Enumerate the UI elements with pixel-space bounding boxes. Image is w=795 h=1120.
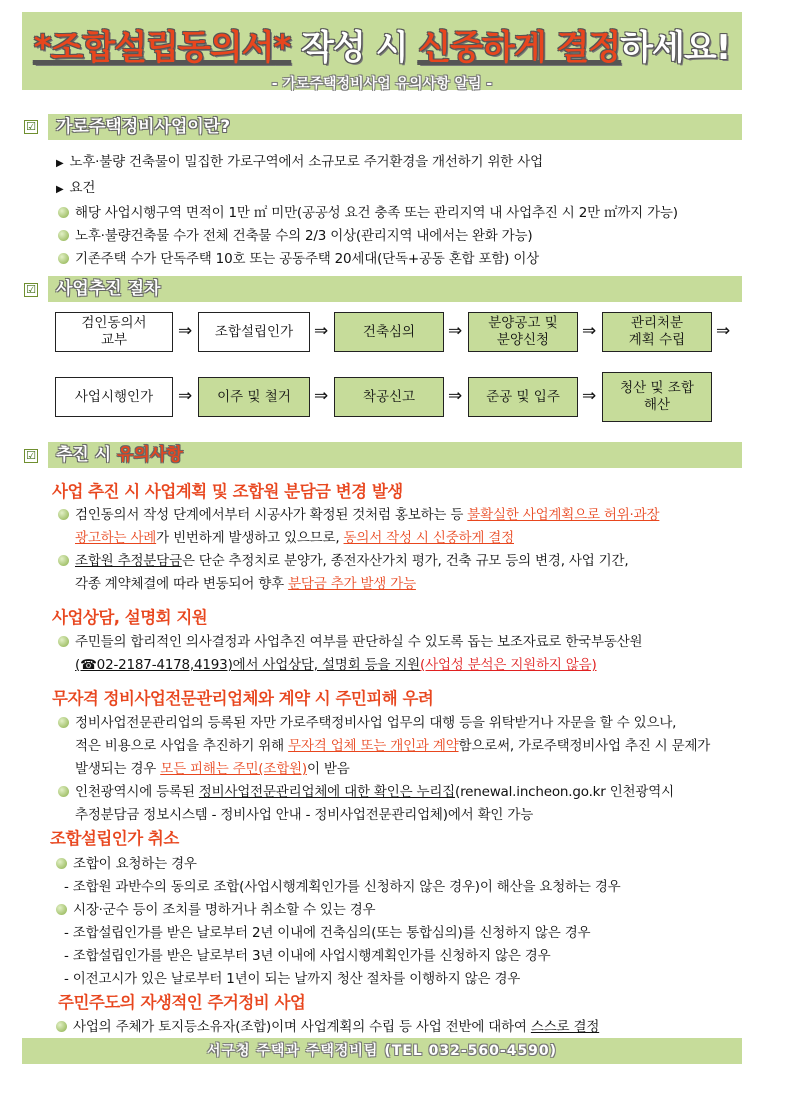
paragraph-line: 사업의 주체가 토지등소유자(조합)이며 사업계획의 수립 등 사업 전반에 대하여 스스로 결정 [56,1015,599,1035]
flow-step: 관리처분 계획 수립 [602,312,712,352]
flow-step: 청산 및 조합 해산 [602,372,712,422]
dot-bullet-icon [58,207,69,218]
dot-bullet-icon [58,509,69,520]
arrow-right-icon: ⇒ [448,386,463,406]
paragraph-line: 적은 비용으로 사업을 추진하기 위해 무자격 업체 또는 개인과 계약함으로써, 가로주택정비사업 추진 시 문제가 [75,738,711,754]
flow-step: 검인동의서 교부 [55,312,173,352]
arrow-right-icon: ⇒ [448,321,463,341]
dot-bullet-icon [58,786,69,797]
paragraph-line: 인천광역시에 등록된 정비사업전문관리업체에 대한 확인은 누리집(renewal.incheon.go.kr 인천광역시 [58,780,674,800]
paragraph-line: 발생되는 경우 모든 피해는 주민(조합원)이 받음 [75,761,350,777]
flow-step: 분양공고 및 분양신청 [468,312,578,352]
paragraph-line: (☎02-2187-4178,4193)에서 사업상담, 설명회 등을 지원(사업성 분석은 지원하지 않음) [75,657,597,673]
flow-step: 착공신고 [334,377,444,417]
flow-step: 사업시행인가 [55,377,173,417]
section-header-cautions: 추진 시 유의사항 [48,442,742,468]
subsection-title: 사업상담, 설명회 지원 [52,608,208,627]
flow-step: 건축심의 [334,312,444,352]
dot-bullet-icon [56,904,67,915]
title-highlight-consent: 조합설립동의서 [50,28,274,68]
list-item: ▶ 노후·불량 건축물이 밀집한 가로구역에서 소규모로 주거환경을 개선하기 위한 사업 [56,154,543,170]
paragraph-line: 조합이 요청하는 경우 [56,852,197,872]
paragraph-line: - 이전고시가 있은 날로부터 1년이 되는 날까지 청산 절차를 이행하지 않은 경우 [64,971,521,987]
arrow-right-icon: ⇒ [178,321,193,341]
paragraph-line: 추정분담금 정보시스템 - 정비사업 안내 - 정비사업전문관리업체)에서 확인 가능 [75,807,534,823]
checkbox-icon: ☑ [24,283,38,297]
dot-bullet-icon [58,230,69,241]
list-item: 노후·불량건축물 수가 전체 건축물 수의 2/3 이상(관리지역 내에서는 완화 가능) [58,224,532,244]
dot-bullet-icon [56,858,67,869]
arrow-right-icon: ⇒ [314,386,329,406]
checkbox-icon: ☑ [24,120,38,134]
arrow-right-icon: ⇒ [178,386,193,406]
subsection-title: 무자격 정비사업전문관리업체와 계약 시 주민피해 우려 [52,689,434,708]
flow-step: 이주 및 철거 [198,377,310,417]
list-item: 해당 사업시행구역 면적이 1만 ㎡ 미만(공공성 요건 충족 또는 관리지역 내 사업추진 시 2만 ㎡까지 가능) [58,201,678,221]
paragraph-line: - 조합설립인가를 받은 날로부터 3년 이내에 사업시행계획인가를 신청하지 않은 경우 [64,948,551,964]
list-item: ▶ 요건 [56,180,96,196]
arrow-right-icon: ⇒ [716,321,731,341]
flow-step: 준공 및 입주 [468,377,578,417]
flow-step: 조합설립인가 [198,312,310,352]
title-highlight-careful: 신중하게 결정 [418,28,621,68]
dot-bullet-icon [56,1021,67,1032]
paragraph-line: 시장·군수 등이 조치를 명하거나 취소할 수 있는 경우 [56,898,375,918]
checkbox-icon: ☑ [24,449,38,463]
page-subtitle: - 가로주택정비사업 유의사항 알림 - [271,76,493,92]
section-header-procedure: 사업추진 절차 [48,276,742,302]
triangle-bullet-icon: ▶ [56,158,64,169]
paragraph-line: 조합원 추정분담금은 단순 추정치로 분양가, 종전자산가치 평가, 건축 규모 등의 변경, 사업 기간, [58,549,628,569]
subsection-title: 사업 추진 시 사업계획 및 조합원 분담금 변경 발생 [52,482,403,501]
subsection-title: 조합설립인가 취소 [50,829,179,848]
paragraph-line: 각종 계약체결에 따라 변동되어 향후 분담금 추가 발생 가능 [75,576,416,592]
dot-bullet-icon [58,717,69,728]
paragraph-line: - 조합원 과반수의 동의로 조합(사업시행계획인가를 신청하지 않은 경우)이 해산을 요청하는 경우 [64,879,621,895]
header-banner [22,12,742,90]
list-item: 기존주택 수가 단독주택 10호 또는 공동주택 20세대(단독+공동 혼합 포함) 이상 [58,247,539,267]
arrow-right-icon: ⇒ [582,386,597,406]
paragraph-line: 정비사업전문관리업의 등록된 자만 가로주택정비사업 업무의 대행 등을 위탁받거나 자문을 할 수 있으나, [58,711,676,731]
triangle-bullet-icon: ▶ [56,184,64,195]
paragraph-line: - 조합설립인가를 받은 날로부터 2년 이내에 건축심의(또는 통합심의)를 신청하지 않은 경우 [64,925,591,941]
arrow-right-icon: ⇒ [582,321,597,341]
page-title: *조합설립동의서* 작성 시 신중하게 결정하세요! [33,28,731,68]
paragraph-line: 광고하는 사례가 빈번하게 발생하고 있으므로, 동의서 작성 시 신중하게 결정 [75,530,514,546]
arrow-right-icon: ⇒ [314,321,329,341]
dot-bullet-icon [58,253,69,264]
subsection-title: 주민주도의 자생적인 주거정비 사업 [58,993,306,1012]
dot-bullet-icon [58,636,69,647]
dot-bullet-icon [58,555,69,566]
section-header-overview: 가로주택정비사업이란? [48,114,742,140]
paragraph-line: 주민들의 합리적인 의사결정과 사업추진 여부를 판단하실 수 있도록 돕는 보조자료로 한국부동산원 [58,630,642,650]
footer-contact: 서구청 주택과 주택정비팀 (TEL 032-560-4590) [22,1038,742,1064]
paragraph-line: 검인동의서 작성 단계에서부터 시공사가 확정된 것처럼 홍보하는 등 불확실한 사업계획으로 허위·과장 [58,503,659,523]
